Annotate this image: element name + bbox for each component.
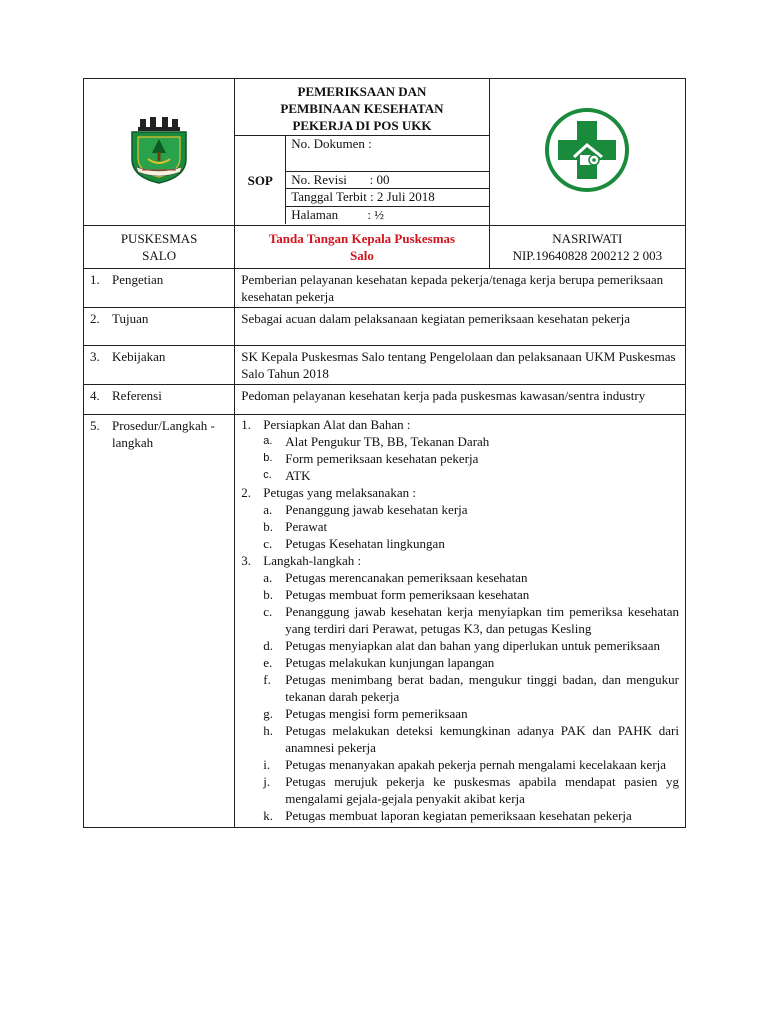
item-marker: j. bbox=[263, 774, 271, 789]
row-label-cell bbox=[84, 269, 235, 308]
item-marker: c. bbox=[263, 469, 272, 481]
item-marker: b. bbox=[263, 519, 273, 534]
title-cell bbox=[235, 79, 489, 226]
row-label: Tujuan bbox=[112, 311, 149, 326]
regency-emblem-logo-icon bbox=[126, 115, 192, 185]
no-revisi-field: No. Revisi : 00 bbox=[286, 172, 488, 189]
procedure-section bbox=[241, 552, 679, 824]
item-marker: b. bbox=[263, 587, 273, 602]
sop-label: SOP bbox=[235, 136, 286, 224]
row-label-cell bbox=[84, 308, 235, 346]
official-nip: NIP.19640828 200212 2 003 bbox=[512, 248, 663, 263]
item-text: Petugas membuat form pemeriksaan kesehatan bbox=[285, 587, 530, 602]
row-label-cell bbox=[84, 385, 235, 415]
row-label: Referensi bbox=[112, 388, 162, 403]
list-item bbox=[263, 569, 679, 586]
item-marker: k. bbox=[263, 808, 273, 823]
item-marker: c. bbox=[263, 604, 273, 619]
sign-line-2: Salo bbox=[350, 248, 374, 263]
list-item bbox=[263, 671, 679, 705]
item-text: Alat Pengukur TB, BB, Tekanan Darah bbox=[285, 434, 490, 449]
section-number: 2. bbox=[241, 485, 251, 500]
row-label-cell bbox=[84, 346, 235, 385]
item-text: Petugas merencanakan pemeriksaan kesehatan bbox=[285, 570, 528, 585]
item-marker: a. bbox=[263, 570, 273, 585]
procedure-section bbox=[241, 416, 679, 484]
sign-cell bbox=[235, 226, 489, 269]
list-item bbox=[263, 603, 679, 637]
item-text: Penanggung jawab kesehatan kerja menyiapkan tim pemeriksa kesehatan yang terdiri dari Perawat, petugas K3, dan petugas Kesling bbox=[285, 604, 679, 636]
sop-document bbox=[83, 78, 686, 828]
item-marker: f. bbox=[263, 672, 271, 687]
item-text: ATK bbox=[285, 468, 311, 483]
sign-line-1: Tanda Tangan Kepala Puskesmas bbox=[268, 231, 456, 246]
section-title: Langkah-langkah : bbox=[263, 553, 362, 568]
item-marker: i. bbox=[263, 757, 271, 772]
row-number: 2. bbox=[90, 311, 100, 326]
item-text: Petugas melakukan kunjungan lapangan bbox=[285, 655, 495, 670]
item-marker: d. bbox=[263, 638, 273, 653]
row-number: 3. bbox=[90, 349, 100, 364]
row-referensi bbox=[84, 385, 686, 415]
list-item bbox=[263, 467, 679, 484]
org-line-1: PUSKESMAS bbox=[120, 231, 198, 246]
item-text: Petugas menyiapkan alat dan bahan yang diperlukan untuk pemeriksaan bbox=[285, 638, 660, 653]
item-marker: e. bbox=[263, 655, 273, 670]
title-line-1: PEMERIKSAAN DAN bbox=[297, 84, 427, 99]
procedure-sections bbox=[241, 416, 679, 824]
item-text: Petugas merujuk pekerja ke puskesmas apabila mendapat pasien yg mengalami gejala-gejala penyakit akibat kerja bbox=[285, 774, 679, 806]
left-logo-cell bbox=[84, 79, 235, 226]
item-marker: a. bbox=[263, 435, 273, 447]
no-dokumen-field: No. Dokumen : bbox=[286, 136, 488, 172]
item-text: Petugas menimbang berat badan, mengukur tinggi badan, dan mengukur tekanan darah pekerja bbox=[285, 672, 679, 704]
row-pengetian bbox=[84, 269, 686, 308]
list-item bbox=[263, 501, 679, 518]
section-number: 3. bbox=[241, 553, 251, 568]
list-item bbox=[263, 535, 679, 552]
header-row bbox=[84, 79, 686, 226]
org-line-2: SALO bbox=[142, 248, 177, 263]
sop-info-block bbox=[235, 136, 488, 224]
row-tujuan bbox=[84, 308, 686, 346]
item-text: Petugas mengisi form pemeriksaan bbox=[285, 706, 468, 721]
org-cell bbox=[84, 226, 235, 269]
row-prosedur bbox=[84, 415, 686, 828]
item-text: Form pemeriksaan kesehatan pekerja bbox=[285, 451, 479, 466]
puskesmas-cross-logo-icon bbox=[544, 107, 630, 193]
item-text: Petugas membuat laporan kegiatan pemeriksaan kesehatan pekerja bbox=[285, 808, 632, 823]
item-marker: b. bbox=[263, 452, 273, 464]
list-item bbox=[263, 756, 679, 773]
list-item bbox=[263, 450, 679, 467]
section-number: 1. bbox=[241, 417, 251, 432]
row-number: 4. bbox=[90, 388, 100, 403]
section-title: Persiapkan Alat dan Bahan : bbox=[263, 417, 411, 432]
row-number: 1. bbox=[90, 272, 100, 287]
list-item bbox=[263, 705, 679, 722]
row-label: Prosedur/Langkah -langkah bbox=[112, 418, 215, 450]
procedure-cell bbox=[235, 415, 686, 828]
item-marker: c. bbox=[263, 536, 273, 551]
document-title bbox=[235, 79, 488, 136]
section-items bbox=[241, 433, 679, 484]
item-marker: g. bbox=[263, 706, 273, 721]
section-title: Petugas yang melaksanakan : bbox=[263, 485, 416, 500]
item-marker: a. bbox=[263, 502, 273, 517]
list-item bbox=[263, 773, 679, 807]
list-item bbox=[263, 637, 679, 654]
official-cell bbox=[489, 226, 685, 269]
item-text: Perawat bbox=[285, 519, 328, 534]
row-kebijakan bbox=[84, 346, 686, 385]
signature-row bbox=[84, 226, 686, 269]
list-item bbox=[263, 518, 679, 535]
right-logo-cell bbox=[489, 79, 685, 226]
section-items bbox=[241, 501, 679, 552]
list-item bbox=[263, 654, 679, 671]
list-item bbox=[263, 433, 679, 450]
list-item bbox=[263, 586, 679, 603]
halaman-field: Halaman : ½ bbox=[291, 207, 385, 222]
row-text: SK Kepala Puskesmas Salo tentang Pengelolaan dan pelaksanaan UKM Puskesmas Salo Tahun 2018 bbox=[235, 346, 686, 385]
sop-fields bbox=[286, 136, 488, 224]
item-text: Petugas Kesehatan lingkungan bbox=[285, 536, 445, 551]
item-text: Penanggung jawab kesehatan kerja bbox=[285, 502, 468, 517]
row-text: Sebagai acuan dalam pelaksanaan kegiatan pemeriksaan kesehatan pekerja bbox=[235, 308, 686, 346]
list-item bbox=[263, 722, 679, 756]
sop-table bbox=[83, 78, 686, 828]
tanggal-terbit-field: Tanggal Terbit : 2 Juli 2018 bbox=[286, 189, 488, 207]
procedure-section bbox=[241, 484, 679, 552]
item-text: Petugas melakukan deteksi kemungkinan adanya PAK dan PAHK dari anamnesi pekerja bbox=[285, 723, 679, 755]
item-text: Petugas menanyakan apakah pekerja pernah mengalami kecelakaan kerja bbox=[285, 757, 667, 772]
section-items bbox=[241, 569, 679, 824]
row-label: Kebijakan bbox=[112, 349, 166, 364]
row-label: Pengetian bbox=[112, 272, 164, 287]
item-marker: h. bbox=[263, 723, 273, 738]
official-name: NASRIWATI bbox=[552, 231, 623, 246]
row-text: Pemberian pelayanan kesehatan kepada pekerja/tenaga kerja berupa pemeriksaan kesehatan pekerja bbox=[235, 269, 686, 308]
row-label-cell bbox=[84, 415, 235, 828]
list-item bbox=[263, 807, 679, 824]
title-line-3: PEKERJA DI POS UKK bbox=[292, 118, 432, 133]
title-line-2: PEMBINAAN KESEHATAN bbox=[280, 101, 444, 116]
row-text: Pedoman pelayanan kesehatan kerja pada puskesmas kawasan/sentra industry bbox=[235, 385, 686, 415]
row-number: 5. bbox=[90, 418, 100, 433]
